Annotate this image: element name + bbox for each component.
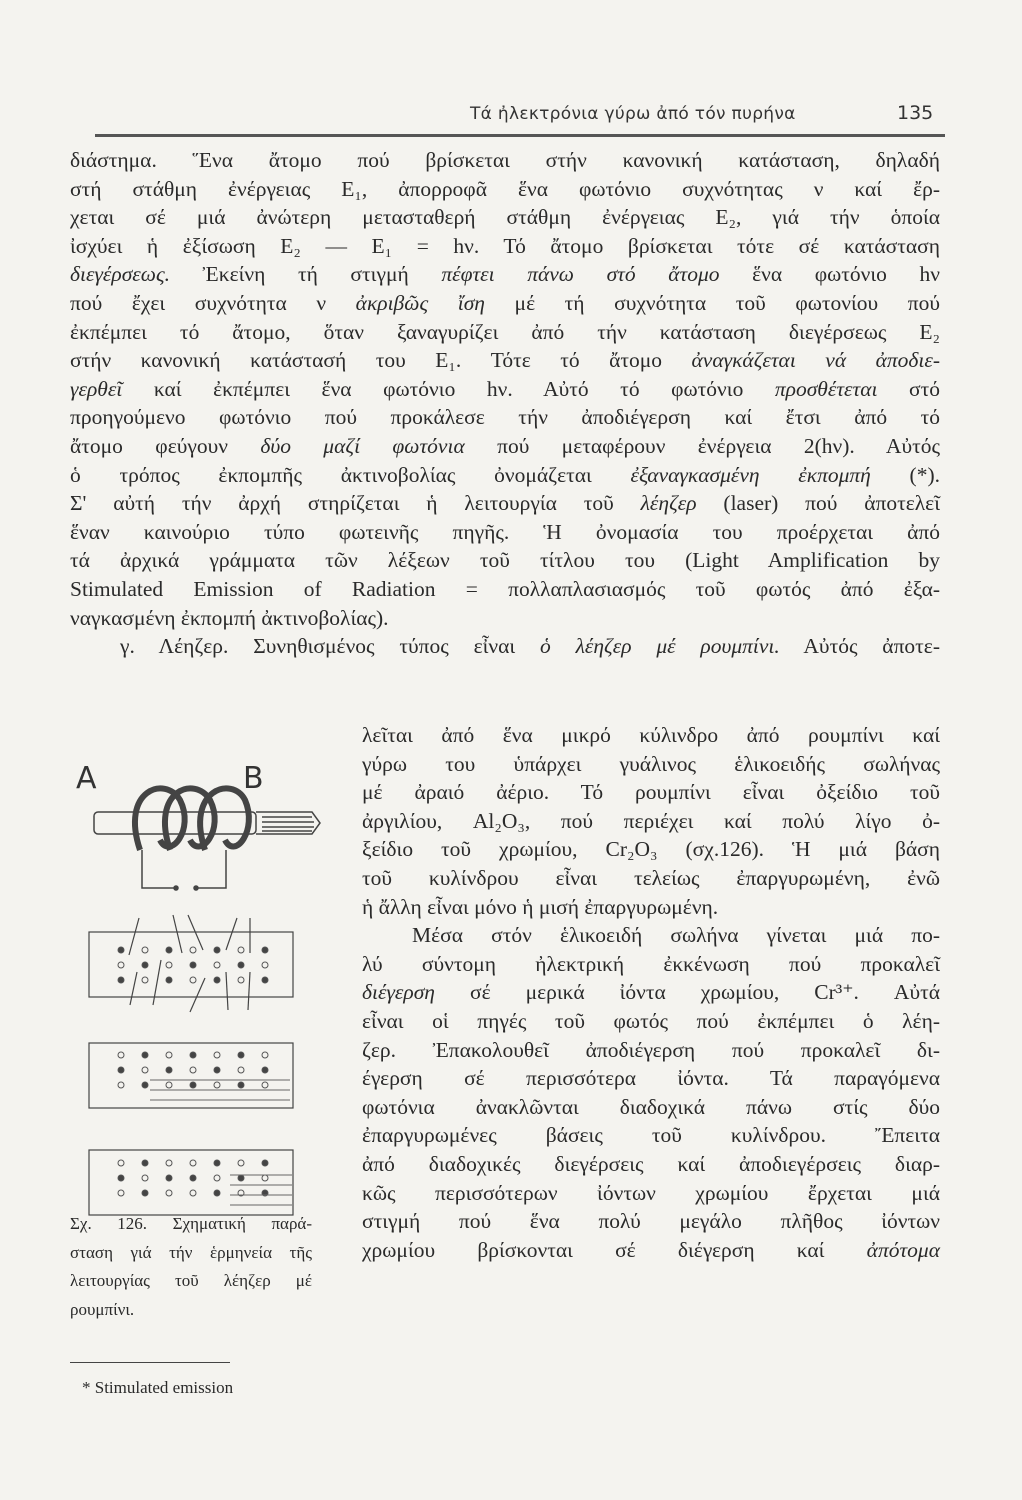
text-line [362,1179,940,1208]
text-segment: Αὐτός ἀποτε- [779,634,940,659]
excited-ion-dot [238,962,244,968]
text-line [362,1093,940,1122]
text-segment: στήν κανονική κατάστασή του E₁. Τότε τό ἄτομο [70,348,692,373]
ion-dot [190,947,196,953]
text-segment: ὁ τρόπος ἐκπομπῆς ἀκτινοβολίας ὀνομάζεται [70,462,631,487]
italic-text: ὁ λέηζερ μέ ρουμπίνι. [540,634,780,659]
italic-text: ἀπότομα [866,1237,940,1262]
excited-ion-dot [262,1160,268,1166]
text-segment: έγερση σέ περισσότερα ἰόντα. Τά παραγόμενα [362,1066,940,1091]
caption-line: Σχ. 126. Σχηματική παρά- [70,1214,312,1233]
text-segment: πού ἔχει συχνότητα ν [70,290,356,315]
italic-text: προσθέτεται [774,376,878,401]
text-segment: ἕναν καινούριο τύπο φωτεινῆς πηγῆς. Ἡ ὀνομασία του προέρχεται ἀπό [70,519,940,544]
excited-ion-dot [190,962,196,968]
text-segment: Stimulated Emission of Radiation = πολλαπλασιασμός τοῦ φωτός ἀπό ἐξα- [70,576,940,601]
excited-ion-dot [166,1067,172,1073]
ion-dot [118,962,124,968]
flash-tube-coil [135,788,249,850]
text-segment: Μέσα στόν ἑλικοειδή σωλήνα γίνεται μιά πο- [412,923,940,948]
excited-ion-dot [214,947,220,953]
italic-text: πέφτει πάνω στό ἄτομο [441,262,720,287]
text-line [362,978,940,1007]
excited-ion-dot [262,977,268,983]
text-segment: γύρω του ὑπάρχει γυάλινος ἑλικοειδής σωλήνας [362,751,940,776]
excited-ion-dot [262,947,268,953]
text-segment: ξείδιο τοῦ χρωμίου, Cr₂O₃ (σχ.126). Ἡ μιά βάση [362,837,940,862]
excited-ion-dot [190,1052,196,1058]
italic-text: λέηζερ [640,491,697,516]
caption-line: σταση γιά τήν ἑρμηνεία τῆς [70,1242,312,1262]
running-header-title: Τά ἠλεκτρόνια γύρω ἀπό τόν πυρήνα [470,104,796,124]
text-segment: διάστημα. Ἕνα ἄτομο πού βρίσκεται στήν κανονική κατάσταση, δηλαδή [70,148,940,172]
text-segment: πού μεταφέρουν ἐνέργεια 2(hν). Αὐτός [464,433,941,458]
ruby-rod [94,812,320,834]
text-segment: γ. Λέηζερ. Συνηθισμένος τύπος εἶναι [120,634,540,659]
excited-ion-dot [166,1175,172,1181]
text-line [362,835,940,864]
text-line [362,1150,940,1179]
ion-dot [142,1175,148,1181]
excited-ion-dot [118,1175,124,1181]
italic-text: διέγερση [362,980,435,1005]
text-segment: ναγκασμένη ἐκπομπή ἀκτινοβολίας). [70,605,389,630]
excited-ion-dot [262,1067,268,1073]
ion-dot [142,1067,148,1073]
excited-ion-dot [190,1082,196,1088]
excited-ion-dot [142,962,148,968]
ion-dot [238,947,244,953]
excited-ion-dot [238,1175,244,1181]
text-segment: εἶναι οἱ πηγές τοῦ φωτός πού ἐκπέμπει ὁ λέη- [362,1008,940,1033]
text-segment: χεται σέ μιά ἀνώτερη μετασταθερή στάθμη ἐνέργειας E₂, γιά τήν ὁποία [70,205,940,230]
excited-ion-dot [142,1052,148,1058]
text-line [362,1207,940,1236]
italic-text: διεγέρσεως. [70,262,171,287]
text-segment: τοῦ κυλίνδρου εἶναι τελείως ἐπαργυρωμένη, ἐνῶ [362,865,940,890]
ion-dot [118,1052,124,1058]
ion-dot [190,1190,196,1196]
italic-text: ἐξαναγκασμένη ἐκπομπή [630,462,871,487]
text-segment: λεῖται ἀπό ἕνα μικρό κύλινδρο ἀπό ρουμπίνι καί [362,723,940,747]
text-line [362,1064,940,1093]
text-line [362,807,940,836]
caption-line: ρουμπίνι. [70,1299,135,1319]
text-segment: (laser) πού ἀποτελεῖ [696,491,940,516]
text-segment: ἐκπέμπει τό ἄτομο, ὅταν ξαναγυρίζει ἀπό τήν κατάσταση διεγέρσεως E₂ [70,319,940,344]
body-text-right-column [362,721,940,1264]
text-segment: ἄτομο φεύγουν [70,433,261,458]
text-line [362,750,940,779]
text-segment: (*). [870,462,940,487]
text-line [362,1121,940,1150]
ion-dot [262,1175,268,1181]
ion-dot [166,1160,172,1166]
ion-dot [190,977,196,983]
label-b: B [243,761,264,796]
figure-caption [70,1210,312,1324]
italic-text: ἀκριβῶς ἴση [355,290,485,315]
ion-dot [118,1160,124,1166]
italic-text: γερθεῖ [70,376,123,401]
ion-dot [118,1190,124,1196]
atom-dots [118,947,268,1196]
text-segment: Ἐκείνη τή στιγμή [170,262,442,287]
excited-ion-dot [118,977,124,983]
ion-dot [262,1082,268,1088]
text-segment: ἀργιλίου, Al₂O₃, πού περιέχει καί πολύ λίγο ὀ- [362,808,940,833]
ion-dot [238,977,244,983]
text-line [362,1007,940,1036]
text-segment: στιγμή πού ἕνα πολύ μεγάλο πλῆθος ἰόντων [362,1209,940,1234]
text-line [362,721,940,750]
text-segment: λύ σύντομη ἠλεκτρική ἐκκένωση πού προκαλεῖ [362,951,940,976]
excited-ion-dot [118,1067,124,1073]
coil-wires [142,850,226,890]
text-segment: μέ τή συχνότητα τοῦ φωτονίου πού [484,290,940,315]
ion-dot [118,1082,124,1088]
ion-dot [190,1067,196,1073]
page-number: 135 [897,102,934,124]
text-segment: στό [877,376,940,401]
ion-dot [166,962,172,968]
text-segment: ἡ ἄλλη εἶναι μόνο ἡ μισή ἐπαργυρωμένη. [362,894,719,919]
excited-ion-dot [142,1160,148,1166]
ion-dot [214,1052,220,1058]
text-segment: προηγούμενο φωτόνιο πού προκάλεσε τήν ἀποδιέγερση καί ἔτσι ἀπό τό [70,405,940,430]
excited-ion-dot [214,977,220,983]
text-line [362,864,940,893]
caption-line: λειτουργίας τοῦ λέηζερ μέ [70,1271,312,1290]
excited-ion-dot [238,1082,244,1088]
text-line [362,778,940,807]
text-segment: στή στάθμη ἐνέργειας E₁, ἀπορροφᾶ ἕνα φωτόνιο συχνότητας ν καί ἔρ- [70,176,940,201]
ion-dot [214,1082,220,1088]
text-segment: ἰσχύει ἡ ἐξίσωση E₂ — E₁ = hν. Τό ἄτομο βρίσκεται τότε σέ κατάσταση [70,233,940,258]
text-segment: ἕνα φωτόνιο hν [719,262,940,287]
italic-text: ἀναγκάζεται νά ἀποδιε- [691,348,940,373]
text-segment: ἐπαργυρωμένες βάσεις τοῦ κυλίνδρου. Ἔπειτα [362,1123,940,1148]
ion-dot [166,1190,172,1196]
text-line [362,921,940,950]
excited-ion-dot [214,1067,220,1073]
text-line [362,1036,940,1065]
text-segment: μέ ἀραιό ἀέριο. Τό ρουμπίνι εἶναι ὀξείδιο τοῦ [362,780,940,805]
ion-dot [142,977,148,983]
excited-ion-dot [214,1160,220,1166]
text-line [362,893,940,922]
ion-dot [142,947,148,953]
text-segment: χρωμίου βρίσκονται σέ διέγερση καί [362,1237,867,1262]
ion-dot [262,962,268,968]
text-segment: Σ' αὐτή τήν ἀρχή στηρίζεται ἡ λειτουργία τοῦ [70,491,641,516]
label-a: A [76,761,97,796]
footnote: * Stimulated emission [82,1378,234,1397]
ion-dot [214,962,220,968]
text-segment: κῶς περισσότερων ἰόντων χρωμίου ἔρχεται μιά [362,1180,940,1205]
ion-dot [262,1052,268,1058]
laser-diagram [0,0,340,1230]
text-segment: καί ἐκπέμπει ἕνα φωτόνιο hν. Αὐτό τό φωτόνιο [122,376,775,401]
ion-dot [214,1175,220,1181]
text-segment: ἀπό διαδοχικές διεγέρσεις καί ἀποδιεγέρσεις διαρ- [362,1151,940,1176]
ion-dot [166,1082,172,1088]
footnote-rule [70,1362,230,1363]
text-line [362,950,940,979]
text-segment: φωτόνια ἀνακλῶνται διαδοχικά πάνω στίς δύο [362,1094,940,1119]
excited-ion-dot [142,1190,148,1196]
text-segment: ζερ. Ἐπακολουθεῖ ἀποδιέγερση πού προκαλεῖ δι- [362,1037,940,1062]
excited-ion-dot [118,947,124,953]
ion-dot [190,1160,196,1166]
ion-dot [238,1160,244,1166]
excited-ion-dot [166,977,172,983]
emitted-light-lines [150,1080,292,1205]
text-line [362,1236,940,1265]
excited-ion-dot [238,1052,244,1058]
excited-ion-dot [214,1190,220,1196]
text-segment: τά ἀρχικά γράμματα τῶν λέξεων τοῦ τίτλου του (Light Amplification by [70,548,940,573]
excited-ion-dot [190,1175,196,1181]
italic-text: δύο μαζί φωτόνια [260,433,465,458]
ion-dot [238,1067,244,1073]
excited-ion-dot [166,947,172,953]
text-segment: σέ μερικά ἰόντα χρωμίου, Cr³⁺. Αὐτά [434,980,940,1005]
excited-ion-dot [142,1082,148,1088]
ion-dot [166,1052,172,1058]
